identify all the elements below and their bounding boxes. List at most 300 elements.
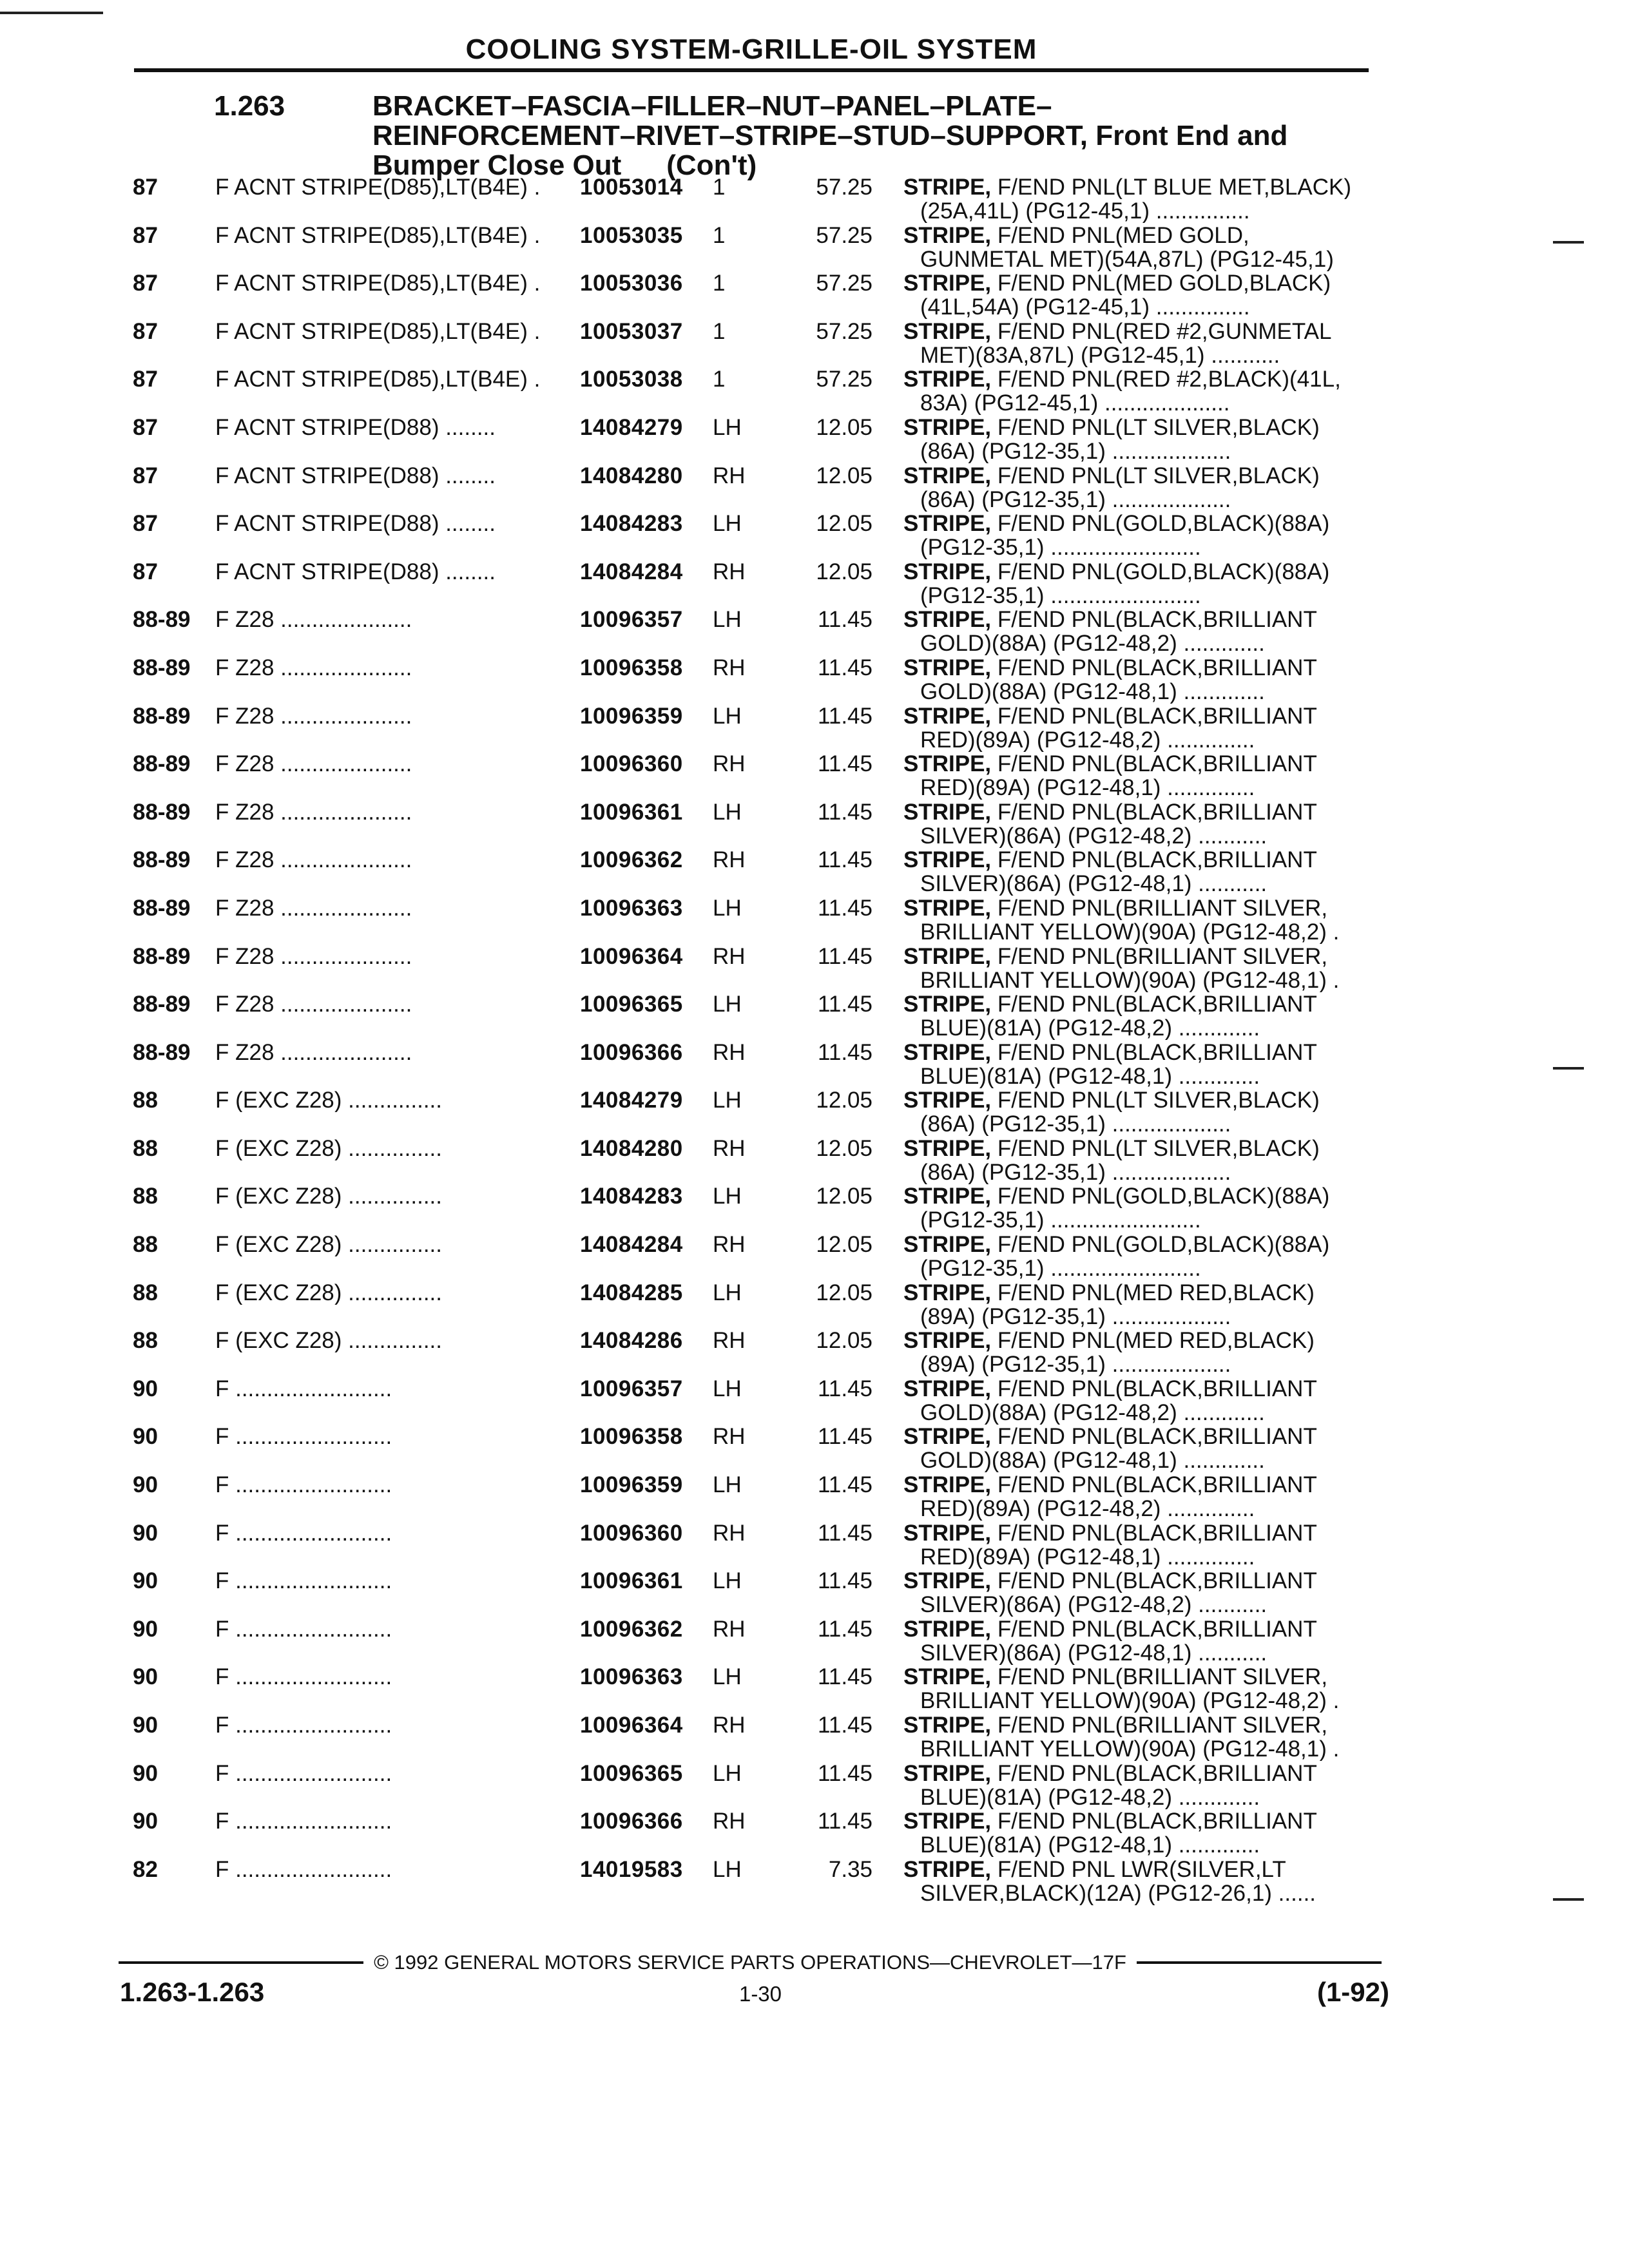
footer-rule-right: [1137, 1961, 1382, 1964]
description-cell: [903, 271, 1374, 319]
description-line: [903, 992, 1374, 1016]
quantity-cell: LH: [713, 1376, 742, 1401]
description-continuation: (PG12-35,1) ........................: [920, 535, 1201, 560]
description-head: STRIPE,: [903, 1521, 992, 1545]
description-head: STRIPE,: [903, 415, 992, 439]
description-text: F/END PNL(BLACK,BRILLIANT: [991, 704, 1317, 728]
model-cell: F Z28 .....................: [215, 992, 412, 1017]
description-head: STRIPE,: [903, 1665, 992, 1689]
table-row: [0, 752, 1629, 800]
table-row: [0, 416, 1629, 464]
part-number-cell: 14084279: [580, 414, 683, 440]
description-line: [903, 1858, 1374, 1881]
part-number-cell: 14084285: [580, 1280, 683, 1305]
part-number-cell: 10096362: [580, 847, 683, 873]
year-cell: 88: [133, 1280, 158, 1305]
description-text: F/END PNL(GOLD,BLACK)(88A): [991, 512, 1330, 536]
price-cell: 11.45: [818, 607, 872, 633]
description-line: [903, 1713, 1374, 1737]
quantity-cell: RH: [713, 1424, 746, 1450]
price-cell: 11.45: [818, 1376, 872, 1401]
description-text: F/END PNL(BLACK,BRILLIANT: [991, 1473, 1317, 1497]
description-continuation: SILVER)(86A) (PG12-48,2) ...........: [920, 1593, 1268, 1617]
year-cell: 88-89: [133, 655, 191, 680]
quantity-cell: LH: [713, 1664, 742, 1690]
table-row: [0, 1329, 1629, 1377]
description-text: F/END PNL(BLACK,BRILLIANT: [991, 848, 1317, 872]
description-text: F/END PNL(BLACK,BRILLIANT: [991, 1425, 1317, 1449]
model-cell: F (EXC Z28) ...............: [215, 1136, 442, 1160]
quantity-cell: RH: [713, 847, 746, 873]
quantity-cell: 1: [713, 222, 726, 248]
description-line: [903, 608, 1374, 631]
description-cell: [903, 1762, 1374, 1809]
part-number-cell: 14084280: [580, 1135, 683, 1161]
model-cell: F Z28 .....................: [215, 704, 412, 728]
model-cell: F .........................: [215, 1809, 392, 1834]
quantity-cell: LH: [713, 1184, 742, 1209]
description-head: STRIPE,: [903, 1329, 992, 1353]
section-title-text: Bumper Close Out: [372, 149, 622, 182]
price-cell: 11.45: [818, 1664, 872, 1690]
model-cell: F ACNT STRIPE(D88) ........: [215, 559, 496, 584]
description-text: F/END PNL(BLACK,BRILLIANT: [991, 1376, 1317, 1401]
year-cell: 87: [133, 463, 158, 488]
part-number-cell: 10053036: [580, 271, 683, 296]
description-text: F/END PNL(BLACK,BRILLIANT: [991, 1617, 1317, 1641]
part-number-cell: 14084280: [580, 463, 683, 488]
table-row: [0, 271, 1629, 320]
description-cell: [903, 367, 1374, 415]
table-row: [0, 560, 1629, 608]
table-row: [0, 945, 1629, 993]
part-number-cell: 10096366: [580, 1809, 683, 1834]
model-cell: F (EXC Z28) ...............: [215, 1329, 442, 1353]
description-continuation: RED)(89A) (PG12-48,2) ..............: [920, 727, 1255, 752]
description-line: [903, 1137, 1374, 1160]
price-cell: 12.05: [816, 1135, 872, 1161]
model-cell: F Z28 .....................: [215, 608, 412, 632]
page-title: COOLING SYSTEM-GRILLE-OIL SYSTEM: [465, 34, 1037, 65]
table-row: [0, 1521, 1629, 1570]
description-head: STRIPE,: [903, 175, 992, 199]
year-cell: 87: [133, 318, 158, 344]
description-line: [903, 1665, 1374, 1689]
quantity-cell: LH: [713, 511, 742, 537]
description-cell: [903, 704, 1374, 752]
model-cell: F Z28 .....................: [215, 752, 412, 776]
table-row: [0, 848, 1629, 896]
model-cell: F Z28 .....................: [215, 896, 412, 920]
description-cell: [903, 1665, 1374, 1713]
year-cell: 90: [133, 1376, 158, 1401]
quantity-cell: LH: [713, 1280, 742, 1305]
parts-list: [0, 175, 1629, 1905]
description-line: [903, 1809, 1374, 1833]
description-head: STRIPE,: [903, 512, 992, 536]
description-line: [903, 1041, 1374, 1064]
description-continuation: 83A) (PG12-45,1) ....................: [920, 391, 1230, 416]
year-cell: 87: [133, 175, 158, 200]
description-continuation: (25A,41L) (PG12-45,1) ...............: [920, 199, 1250, 223]
part-number-cell: 10096360: [580, 1520, 683, 1546]
quantity-cell: LH: [713, 703, 742, 729]
model-cell: F Z28 .....................: [215, 655, 412, 680]
quantity-cell: LH: [713, 607, 742, 633]
price-cell: 11.45: [818, 1424, 872, 1450]
description-head: STRIPE,: [903, 704, 992, 728]
year-cell: 90: [133, 1568, 158, 1594]
description-text: F/END PNL(BLACK,BRILLIANT: [991, 992, 1317, 1017]
description-line: [903, 1617, 1374, 1641]
part-number-cell: 10053038: [580, 367, 683, 392]
table-row: [0, 1858, 1629, 1906]
description-cell: [903, 1377, 1374, 1425]
price-cell: 11.45: [818, 1568, 872, 1594]
description-cell: [903, 800, 1374, 848]
model-cell: F .........................: [215, 1425, 392, 1449]
year-cell: 90: [133, 1713, 158, 1738]
description-line: [903, 1088, 1374, 1112]
description-cell: [903, 1569, 1374, 1617]
table-row: [0, 608, 1629, 656]
description-cell: [903, 1184, 1374, 1232]
description-line: [903, 320, 1374, 343]
price-cell: 12.05: [816, 414, 872, 440]
table-row: [0, 656, 1629, 704]
part-number-cell: 10096364: [580, 943, 683, 969]
part-number-cell: 10053014: [580, 175, 683, 200]
year-cell: 90: [133, 1424, 158, 1450]
description-continuation: (PG12-35,1) ........................: [920, 1208, 1201, 1233]
description-text: F/END PNL(LT SILVER,BLACK): [991, 415, 1320, 439]
quantity-cell: RH: [713, 1520, 746, 1546]
part-number-cell: 10096361: [580, 799, 683, 825]
description-cell: [903, 1521, 1374, 1569]
description-cell: [903, 1137, 1374, 1184]
description-continuation: GUNMETAL MET)(54A,87L) (PG12-45,1): [920, 247, 1334, 271]
description-text: F/END PNL(RED #2,BLACK)(41L,: [991, 367, 1341, 392]
table-row: [0, 800, 1629, 849]
description-continuation: BLUE)(81A) (PG12-48,2) .............: [920, 1016, 1260, 1041]
description-text: F/END PNL(BLACK,BRILLIANT: [991, 1040, 1317, 1064]
part-number-cell: 14084283: [580, 1184, 683, 1209]
price-cell: 11.45: [818, 992, 872, 1017]
description-text: F/END PNL(MED RED,BLACK): [991, 1280, 1315, 1305]
model-cell: F .........................: [215, 1761, 392, 1785]
description-head: STRIPE,: [903, 608, 992, 632]
description-line: [903, 1184, 1374, 1208]
part-number-cell: 10096362: [580, 1616, 683, 1642]
description-line: [903, 1233, 1374, 1256]
description-head: STRIPE,: [903, 1713, 992, 1737]
year-cell: 88: [133, 1135, 158, 1161]
quantity-cell: 1: [713, 318, 726, 344]
description-head: STRIPE,: [903, 1040, 992, 1064]
part-number-cell: 10096363: [580, 1664, 683, 1690]
footer-rule-left: [119, 1961, 363, 1964]
footer-copyright-line: [119, 1950, 1382, 1975]
price-cell: 11.45: [818, 1760, 872, 1786]
table-row: [0, 1088, 1629, 1137]
part-number-cell: 10096359: [580, 1472, 683, 1498]
description-cell: [903, 175, 1374, 223]
quantity-cell: 1: [713, 367, 726, 392]
quantity-cell: RH: [713, 1809, 746, 1834]
table-row: [0, 992, 1629, 1041]
description-head: STRIPE,: [903, 944, 992, 968]
model-cell: F ACNT STRIPE(D85),LT(B4E) .: [215, 367, 541, 392]
description-cell: [903, 416, 1374, 463]
model-cell: F Z28 .....................: [215, 1040, 412, 1064]
description-cell: [903, 1088, 1374, 1136]
description-head: STRIPE,: [903, 1809, 992, 1834]
part-number-cell: 14084284: [580, 559, 683, 584]
section-title: [372, 91, 1352, 181]
model-cell: F ACNT STRIPE(D88) ........: [215, 512, 496, 536]
model-cell: F (EXC Z28) ...............: [215, 1184, 442, 1209]
description-cell: [903, 1425, 1374, 1472]
description-head: STRIPE,: [903, 271, 992, 296]
description-continuation: (PG12-35,1) ........................: [920, 1256, 1201, 1281]
year-cell: 88: [133, 1328, 158, 1354]
description-line: [903, 1569, 1374, 1593]
price-cell: 12.05: [816, 1232, 872, 1258]
year-cell: 90: [133, 1809, 158, 1834]
quantity-cell: RH: [713, 559, 746, 584]
part-number-cell: 10096361: [580, 1568, 683, 1594]
quantity-cell: RH: [713, 655, 746, 680]
description-head: STRIPE,: [903, 896, 992, 920]
year-cell: 87: [133, 511, 158, 537]
model-cell: F .........................: [215, 1857, 392, 1881]
description-cell: [903, 1713, 1374, 1761]
description-continuation: BRILLIANT YELLOW)(90A) (PG12-48,1) .: [920, 1737, 1340, 1761]
price-cell: 11.45: [818, 751, 872, 777]
model-cell: F Z28 .....................: [215, 944, 412, 968]
description-cell: [903, 1473, 1374, 1521]
quantity-cell: 1: [713, 271, 726, 296]
description-continuation: (PG12-35,1) ........................: [920, 583, 1201, 608]
footer-page-number: 1-30: [738, 1982, 782, 2006]
price-cell: 12.05: [816, 511, 872, 537]
description-continuation: GOLD)(88A) (PG12-48,1) .............: [920, 679, 1265, 704]
table-row: [0, 1041, 1629, 1089]
description-cell: [903, 992, 1374, 1040]
model-cell: F .........................: [215, 1617, 392, 1641]
year-cell: 88-89: [133, 799, 191, 825]
description-cell: [903, 1233, 1374, 1280]
description-text: F/END PNL(BLACK,BRILLIANT: [991, 608, 1317, 632]
table-row: [0, 1617, 1629, 1666]
quantity-cell: RH: [713, 1135, 746, 1161]
description-head: STRIPE,: [903, 800, 992, 824]
year-cell: 88-89: [133, 992, 191, 1017]
description-text: F/END PNL(LT SILVER,BLACK): [991, 463, 1320, 488]
description-cell: [903, 896, 1374, 944]
part-number-cell: 10096363: [580, 895, 683, 921]
part-number-cell: 10096358: [580, 655, 683, 680]
price-cell: 11.45: [818, 895, 872, 921]
description-cell: [903, 1281, 1374, 1329]
description-line: [903, 512, 1374, 535]
description-head: STRIPE,: [903, 1473, 992, 1497]
description-continuation: (41L,54A) (PG12-45,1) ...............: [920, 295, 1250, 320]
quantity-cell: RH: [713, 1713, 746, 1738]
description-text: F/END PNL(BLACK,BRILLIANT: [991, 1521, 1317, 1545]
description-cell: [903, 512, 1374, 559]
table-row: [0, 1425, 1629, 1473]
description-head: STRIPE,: [903, 1233, 992, 1257]
year-cell: 90: [133, 1664, 158, 1690]
model-cell: F .........................: [215, 1569, 392, 1593]
description-line: [903, 175, 1374, 199]
part-number-cell: 10096365: [580, 992, 683, 1017]
description-text: F/END PNL(BRILLIANT SILVER,: [991, 1665, 1328, 1689]
year-cell: 88-89: [133, 895, 191, 921]
price-cell: 57.25: [816, 222, 872, 248]
margin-mark: [1553, 1067, 1584, 1070]
part-number-cell: 10096360: [580, 751, 683, 777]
description-line: [903, 896, 1374, 920]
description-text: F/END PNL(BRILLIANT SILVER,: [991, 1713, 1328, 1737]
price-cell: 11.45: [818, 1472, 872, 1498]
price-cell: 11.45: [818, 1616, 872, 1642]
description-head: STRIPE,: [903, 463, 992, 488]
description-line: [903, 1521, 1374, 1545]
description-text: F/END PNL LWR(SILVER,LT: [991, 1857, 1286, 1881]
price-cell: 57.25: [816, 367, 872, 392]
table-row: [0, 1809, 1629, 1858]
description-head: STRIPE,: [903, 655, 992, 680]
price-cell: 11.45: [818, 1809, 872, 1834]
description-line: [903, 1762, 1374, 1785]
price-cell: 11.45: [818, 1520, 872, 1546]
description-continuation: SILVER)(86A) (PG12-48,1) ...........: [920, 1640, 1268, 1665]
description-text: F/END PNL(GOLD,BLACK)(88A): [991, 559, 1330, 584]
year-cell: 90: [133, 1520, 158, 1546]
description-text: F/END PNL(BLACK,BRILLIANT: [991, 752, 1317, 776]
model-cell: F (EXC Z28) ...............: [215, 1233, 442, 1257]
price-cell: 12.05: [816, 1088, 872, 1113]
price-cell: 12.05: [816, 1280, 872, 1305]
footer-revision: (1-92): [1316, 1977, 1389, 2007]
table-row: [0, 1762, 1629, 1810]
price-cell: 12.05: [816, 1184, 872, 1209]
price-cell: 57.25: [816, 271, 872, 296]
model-cell: F ACNT STRIPE(D88) ........: [215, 463, 496, 488]
table-row: [0, 367, 1629, 416]
description-text: F/END PNL(BLACK,BRILLIANT: [991, 800, 1317, 824]
description-cell: [903, 464, 1374, 512]
description-continuation: SILVER)(86A) (PG12-48,2) ...........: [920, 823, 1268, 848]
description-continuation: RED)(89A) (PG12-48,1) ..............: [920, 776, 1255, 800]
price-cell: 7.35: [828, 1856, 872, 1882]
description-cell: [903, 848, 1374, 896]
description-head: STRIPE,: [903, 992, 992, 1017]
description-text: F/END PNL(BLACK,BRILLIANT: [991, 1569, 1317, 1593]
description-text: F/END PNL(GOLD,BLACK)(88A): [991, 1233, 1330, 1257]
description-head: STRIPE,: [903, 1136, 992, 1160]
part-number-cell: 10053037: [580, 318, 683, 344]
description-cell: [903, 224, 1374, 271]
description-text: F/END PNL(BRILLIANT SILVER,: [991, 896, 1328, 920]
year-cell: 88-89: [133, 751, 191, 777]
year-cell: 90: [133, 1760, 158, 1786]
description-text: F/END PNL(RED #2,GUNMETAL: [991, 319, 1332, 343]
header-divider: [134, 68, 1369, 72]
year-cell: 88: [133, 1088, 158, 1113]
description-head: STRIPE,: [903, 1088, 992, 1113]
description-continuation: (86A) (PG12-35,1) ...................: [920, 487, 1231, 512]
model-cell: F Z28 .....................: [215, 848, 412, 872]
description-text: F/END PNL(LT SILVER,BLACK): [991, 1136, 1320, 1160]
table-row: [0, 1473, 1629, 1521]
copyright-text: © 1992 GENERAL MOTORS SERVICE PARTS OPERATIONS—CHEVROLET—17F: [374, 1951, 1126, 1974]
table-row: [0, 464, 1629, 512]
price-cell: 11.45: [818, 703, 872, 729]
description-continuation: BLUE)(81A) (PG12-48,1) .............: [920, 1833, 1260, 1858]
year-cell: 87: [133, 271, 158, 296]
model-cell: F ACNT STRIPE(D85),LT(B4E) .: [215, 223, 541, 247]
description-continuation: BRILLIANT YELLOW)(90A) (PG12-48,1) .: [920, 968, 1340, 992]
year-cell: 88-89: [133, 943, 191, 969]
year-cell: 88-89: [133, 1039, 191, 1065]
description-head: STRIPE,: [903, 752, 992, 776]
part-number-cell: 14084283: [580, 511, 683, 537]
part-number-cell: 10096364: [580, 1713, 683, 1738]
description-text: F/END PNL(MED GOLD,BLACK): [991, 271, 1331, 296]
model-cell: F ACNT STRIPE(D85),LT(B4E) .: [215, 271, 541, 296]
quantity-cell: RH: [713, 463, 746, 488]
price-cell: 11.45: [818, 1713, 872, 1738]
description-head: STRIPE,: [903, 223, 992, 247]
description-head: STRIPE,: [903, 1857, 992, 1881]
margin-mark: [1553, 1898, 1584, 1901]
part-number-cell: 10096366: [580, 1039, 683, 1065]
description-text: F/END PNL(MED RED,BLACK): [991, 1329, 1315, 1353]
model-cell: F .........................: [215, 1473, 392, 1497]
footer-section-range: 1.263-1.263: [120, 1977, 265, 2007]
description-head: STRIPE,: [903, 1617, 992, 1641]
description-line: [903, 560, 1374, 584]
description-line: [903, 704, 1374, 728]
model-cell: F .........................: [215, 1521, 392, 1545]
price-cell: 12.05: [816, 463, 872, 488]
quantity-cell: LH: [713, 414, 742, 440]
year-cell: 87: [133, 414, 158, 440]
year-cell: 87: [133, 222, 158, 248]
description-line: [903, 1473, 1374, 1497]
model-cell: F (EXC Z28) ...............: [215, 1088, 442, 1113]
price-cell: 11.45: [818, 943, 872, 969]
year-cell: 87: [133, 367, 158, 392]
description-cell: [903, 1329, 1374, 1376]
description-line: [903, 945, 1374, 968]
description-continuation: GOLD)(88A) (PG12-48,2) .............: [920, 631, 1265, 656]
margin-mark: [1553, 241, 1584, 244]
description-cell: [903, 1617, 1374, 1665]
year-cell: 82: [133, 1856, 158, 1882]
description-cell: [903, 1809, 1374, 1857]
table-row: [0, 1184, 1629, 1233]
description-continuation: SILVER)(86A) (PG12-48,1) ...........: [920, 872, 1268, 896]
model-cell: F ACNT STRIPE(D85),LT(B4E) .: [215, 175, 541, 199]
table-row: [0, 1233, 1629, 1281]
table-row: [0, 896, 1629, 945]
table-row: [0, 175, 1629, 224]
description-line: [903, 800, 1374, 824]
